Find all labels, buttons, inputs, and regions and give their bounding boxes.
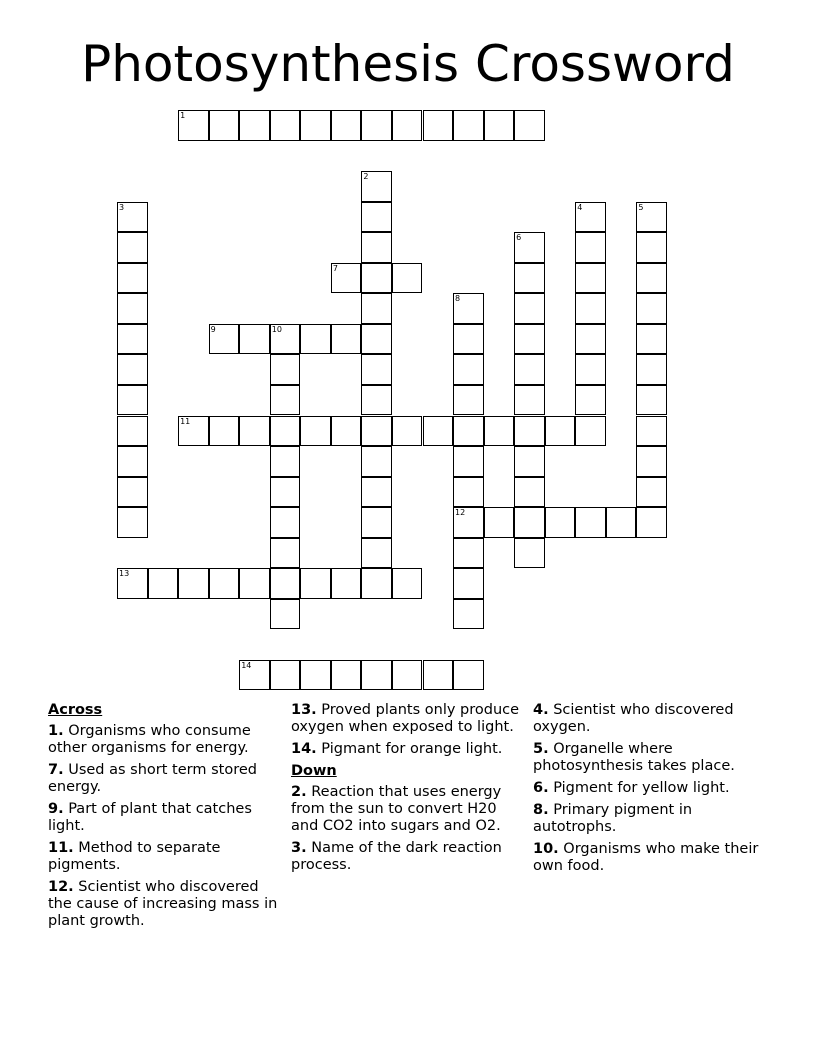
clue-number: 6.: [533, 780, 549, 796]
clue-text: Organisms who consume other organisms for energy.: [48, 723, 251, 756]
crossword-cell[interactable]: [392, 660, 423, 691]
crossword-cell[interactable]: [361, 232, 392, 263]
crossword-cell[interactable]: [300, 416, 331, 447]
crossword-cell[interactable]: [239, 568, 270, 599]
crossword-cell[interactable]: [178, 416, 209, 447]
crossword-cell[interactable]: [361, 446, 392, 477]
crossword-cell[interactable]: [117, 446, 148, 477]
crossword-cell[interactable]: [636, 416, 667, 447]
cell-number: 11: [180, 416, 191, 426]
crossword-cell[interactable]: [270, 477, 301, 508]
crossword-cell[interactable]: [514, 324, 545, 355]
clue-number: 3.: [291, 840, 307, 856]
crossword-cell[interactable]: [453, 599, 484, 630]
crossword-cell[interactable]: [392, 568, 423, 599]
crossword-cell[interactable]: [575, 293, 606, 324]
crossword-cell[interactable]: [514, 354, 545, 385]
crossword-cell[interactable]: [178, 568, 209, 599]
crossword-cell[interactable]: [453, 538, 484, 569]
clue-number: 4.: [533, 702, 549, 718]
crossword-cell[interactable]: [239, 110, 270, 141]
crossword-cell[interactable]: [361, 477, 392, 508]
clue-text: Scientist who discovered oxygen.: [533, 702, 734, 735]
crossword-cell[interactable]: [331, 110, 362, 141]
crossword-cell[interactable]: [636, 263, 667, 294]
crossword-cell[interactable]: [453, 385, 484, 416]
crossword-cell[interactable]: [270, 385, 301, 416]
crossword-cell[interactable]: [453, 568, 484, 599]
clue-text: Primary pigment in autotrophs.: [533, 802, 693, 835]
crossword-cell[interactable]: [270, 354, 301, 385]
clue-number: 8.: [533, 802, 549, 818]
crossword-cell[interactable]: [178, 110, 209, 141]
clue-text: Used as short term stored energy.: [48, 762, 257, 795]
crossword-cell[interactable]: [453, 110, 484, 141]
crossword-cell[interactable]: [453, 324, 484, 355]
crossword-cell[interactable]: [117, 324, 148, 355]
clue-text: Proved plants only produce oxygen when exposed to light.: [291, 702, 520, 735]
clue-number: 2.: [291, 784, 307, 800]
crossword-cell[interactable]: [361, 171, 392, 202]
crossword-cell[interactable]: [361, 324, 392, 355]
crossword-cell[interactable]: [209, 416, 240, 447]
crossword-cell[interactable]: [636, 232, 667, 263]
crossword-cell[interactable]: [636, 293, 667, 324]
clue-text: Part of plant that catches light.: [48, 801, 252, 834]
crossword-cell[interactable]: [361, 568, 392, 599]
crossword-cell[interactable]: [514, 416, 545, 447]
crossword-cell[interactable]: [331, 568, 362, 599]
clue-number: 7.: [48, 762, 64, 778]
crossword-cell[interactable]: [361, 354, 392, 385]
clue-number: 13.: [291, 702, 317, 718]
clues-column-2: [291, 702, 526, 879]
clues-column-1: [48, 702, 283, 935]
cell-number: 4: [577, 202, 583, 212]
crossword-cell[interactable]: [361, 293, 392, 324]
crossword-cell[interactable]: [514, 110, 545, 141]
across-clue-7: [48, 762, 283, 796]
cell-number: 5: [638, 202, 644, 212]
crossword-cell[interactable]: [117, 263, 148, 294]
crossword-cell[interactable]: [514, 507, 545, 538]
crossword-cell[interactable]: [514, 477, 545, 508]
cell-number: 12: [455, 508, 466, 518]
clue-text: Pigmant for orange light.: [321, 741, 503, 757]
crossword-cell[interactable]: [361, 660, 392, 691]
crossword-cell[interactable]: [484, 507, 515, 538]
clue-number: 9.: [48, 801, 64, 817]
clues-column-3: [533, 702, 768, 880]
down-clue-3: [291, 840, 526, 874]
crossword-cell[interactable]: [545, 416, 576, 447]
crossword-cell[interactable]: [361, 416, 392, 447]
crossword-cell[interactable]: [636, 385, 667, 416]
down-heading: Down: [291, 763, 337, 779]
crossword-cell[interactable]: [239, 324, 270, 355]
crossword-cell[interactable]: [331, 416, 362, 447]
crossword-cell[interactable]: [270, 416, 301, 447]
crossword-cell[interactable]: [117, 293, 148, 324]
crossword-cell[interactable]: [270, 324, 301, 355]
crossword-cell[interactable]: [575, 385, 606, 416]
crossword-cell[interactable]: [514, 385, 545, 416]
crossword-cell[interactable]: [514, 293, 545, 324]
crossword-cell[interactable]: [117, 202, 148, 233]
crossword-cell[interactable]: [392, 263, 423, 294]
cell-number: 10: [271, 324, 282, 334]
crossword-cell[interactable]: [209, 324, 240, 355]
crossword-cell[interactable]: [636, 354, 667, 385]
crossword-cell[interactable]: [270, 507, 301, 538]
across-clue-11: [48, 840, 283, 874]
crossword-cell[interactable]: [453, 354, 484, 385]
crossword-cell[interactable]: [423, 110, 454, 141]
crossword-cell[interactable]: [117, 568, 148, 599]
crossword-cell[interactable]: [575, 507, 606, 538]
clue-number: 5.: [533, 741, 549, 757]
crossword-cell[interactable]: [423, 416, 454, 447]
cell-number: 13: [119, 569, 130, 579]
crossword-cell[interactable]: [361, 263, 392, 294]
crossword-cell[interactable]: [270, 110, 301, 141]
crossword-cell[interactable]: [300, 568, 331, 599]
down-clue-8: [533, 802, 768, 836]
crossword-cell[interactable]: [117, 477, 148, 508]
crossword-cell[interactable]: [331, 660, 362, 691]
crossword-cell[interactable]: [239, 416, 270, 447]
crossword-cell[interactable]: [514, 232, 545, 263]
crossword-cell[interactable]: [300, 324, 331, 355]
crossword-cell[interactable]: [361, 110, 392, 141]
clue-number: 1.: [48, 723, 64, 739]
crossword-cell[interactable]: [484, 110, 515, 141]
down-clue-4: [533, 702, 768, 736]
crossword-cell[interactable]: [270, 538, 301, 569]
crossword-cell[interactable]: [514, 263, 545, 294]
crossword-cell[interactable]: [575, 202, 606, 233]
crossword-cell[interactable]: [117, 232, 148, 263]
crossword-cell[interactable]: [270, 568, 301, 599]
cell-number: 8: [455, 294, 461, 304]
crossword-cell[interactable]: [300, 660, 331, 691]
cell-number: 14: [241, 660, 252, 670]
crossword-cell[interactable]: [270, 660, 301, 691]
across-clue-13: [291, 702, 526, 736]
crossword-cell[interactable]: [636, 324, 667, 355]
crossword-cell[interactable]: [392, 110, 423, 141]
crossword-cell[interactable]: [331, 324, 362, 355]
crossword-cell[interactable]: [606, 507, 637, 538]
crossword-cell[interactable]: [361, 385, 392, 416]
crossword-cell[interactable]: [514, 446, 545, 477]
crossword-cell[interactable]: [117, 385, 148, 416]
crossword-cell[interactable]: [209, 568, 240, 599]
down-clue-10: [533, 841, 768, 875]
crossword-cell[interactable]: [575, 232, 606, 263]
across-clue-14: [291, 741, 526, 758]
down-clue-5: [533, 741, 768, 775]
crossword-cell[interactable]: [209, 110, 240, 141]
clue-text: Method to separate pigments.: [48, 840, 221, 873]
crossword-cell[interactable]: [636, 477, 667, 508]
crossword-cell[interactable]: [148, 568, 179, 599]
cell-number: 2: [363, 172, 369, 182]
cell-number: 9: [210, 324, 216, 334]
crossword-cell[interactable]: [117, 507, 148, 538]
clue-text: Organelle where photosynthesis takes place.: [533, 741, 735, 774]
crossword-cell[interactable]: [575, 324, 606, 355]
clue-number: 11.: [48, 840, 74, 856]
clue-number: 14.: [291, 741, 317, 757]
crossword-cell[interactable]: [270, 446, 301, 477]
crossword-cell[interactable]: [514, 538, 545, 569]
crossword-cell[interactable]: [575, 263, 606, 294]
cell-number: 1: [180, 111, 186, 120]
crossword-cell[interactable]: [117, 354, 148, 385]
clue-text: Scientist who discovered the cause of increasing mass in plant growth.: [48, 879, 278, 929]
crossword-cell[interactable]: [453, 507, 484, 538]
crossword-cell[interactable]: [636, 202, 667, 233]
crossword-cell[interactable]: [453, 293, 484, 324]
clue-text: Pigment for yellow light.: [553, 780, 730, 796]
crossword-cell[interactable]: [636, 507, 667, 538]
across-clue-9: [48, 801, 283, 835]
crossword-cell[interactable]: [453, 477, 484, 508]
crossword-cell[interactable]: [453, 660, 484, 691]
page-title: Photosynthesis Crossword: [81, 35, 735, 93]
crossword-cell[interactable]: [575, 416, 606, 447]
crossword-cell[interactable]: [361, 507, 392, 538]
crossword-cell[interactable]: [270, 599, 301, 630]
crossword-cell[interactable]: [636, 446, 667, 477]
across-heading: Across: [48, 702, 103, 718]
cell-number: 7: [332, 263, 338, 273]
crossword-cell[interactable]: [331, 263, 362, 294]
crossword-cell[interactable]: [453, 416, 484, 447]
cell-number: 3: [119, 202, 125, 212]
crossword-cell[interactable]: [361, 538, 392, 569]
across-clue-1: [48, 723, 283, 757]
down-clue-2: [291, 784, 526, 835]
down-clue-6: [533, 780, 768, 797]
crossword-cell[interactable]: [392, 416, 423, 447]
crossword-cell[interactable]: [545, 507, 576, 538]
clue-number: 10.: [533, 841, 559, 857]
crossword-cell[interactable]: [453, 446, 484, 477]
clue-text: Organisms who make their own food.: [533, 841, 759, 874]
across-clue-12: [48, 879, 283, 930]
clue-text: Reaction that uses energy from the sun to convert H20 and CO2 into sugars and O2.: [291, 784, 502, 834]
crossword-cell[interactable]: [423, 660, 454, 691]
crossword-cell[interactable]: [239, 660, 270, 691]
crossword-cell[interactable]: [117, 416, 148, 447]
crossword-cell[interactable]: [484, 416, 515, 447]
clue-number: 12.: [48, 879, 74, 895]
crossword-cell[interactable]: [300, 110, 331, 141]
crossword-cell[interactable]: [575, 354, 606, 385]
crossword-cell[interactable]: [361, 202, 392, 233]
cell-number: 6: [516, 233, 522, 243]
clue-text: Name of the dark reaction process.: [291, 840, 502, 873]
